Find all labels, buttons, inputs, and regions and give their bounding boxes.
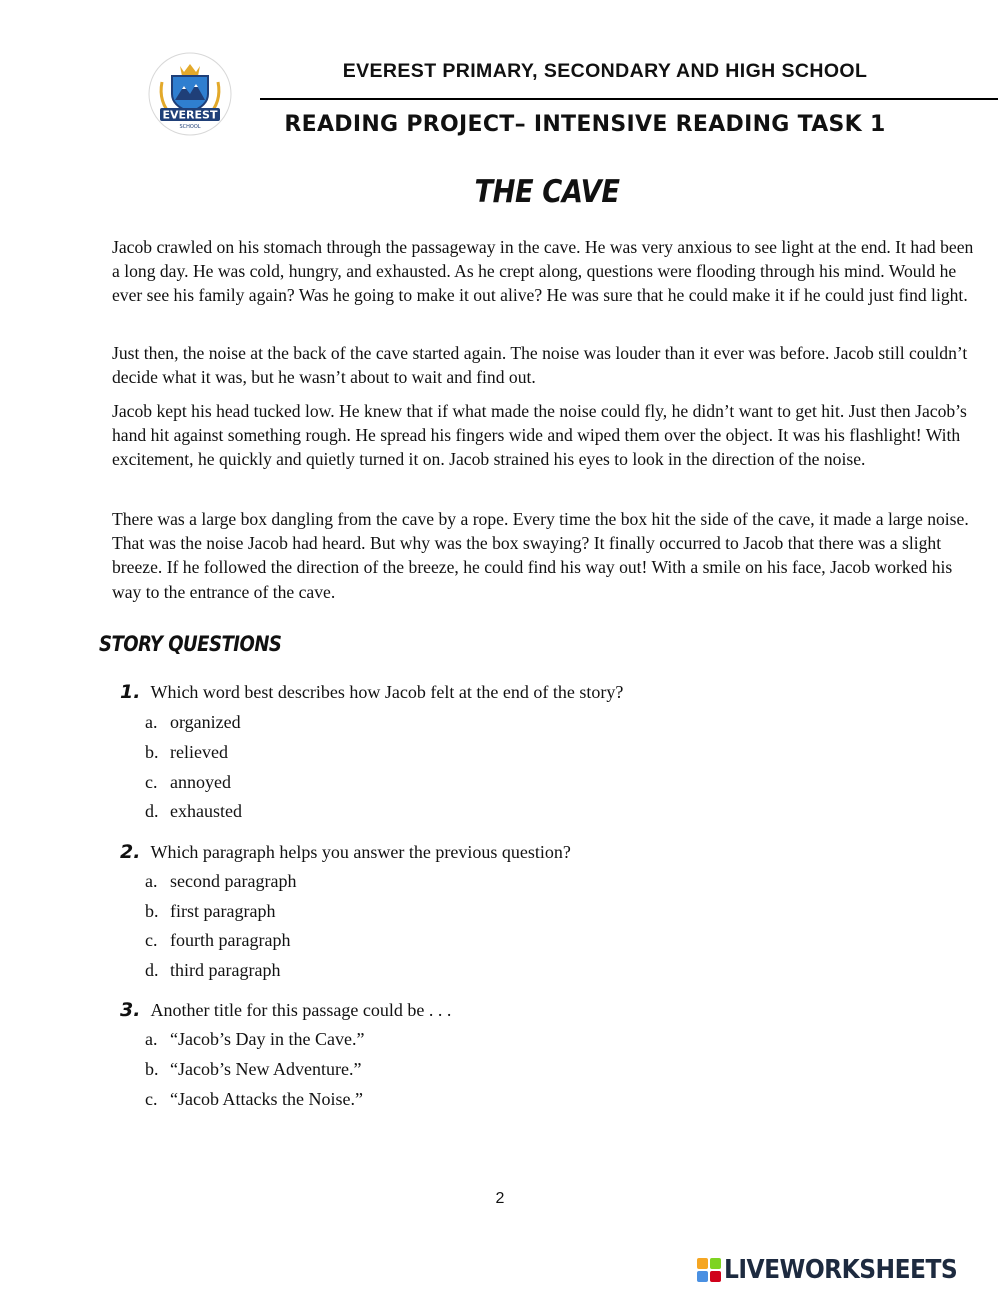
liveworksheets-blocks-icon [697,1258,721,1282]
option-letter: a. [145,712,158,732]
question-3 [120,999,451,1021]
question-1 [120,681,623,703]
question-number: 3. [120,999,141,1021]
option-letter: d. [145,960,159,980]
option-letter: c. [145,930,158,950]
questions-heading: STORY QUESTIONS [99,632,282,656]
question-1-option-b[interactable] [145,742,228,763]
school-name: EVEREST PRIMARY, SECONDARY AND HIGH SCHOOL [342,60,868,82]
story-title: THE CAVE [474,174,620,210]
question-2-option-b[interactable] [145,901,275,922]
question-text: Which paragraph helps you answer the previous question? [150,842,571,862]
option-text: second paragraph [170,871,297,891]
question-3-option-c[interactable] [145,1089,363,1110]
option-text: first paragraph [170,901,276,921]
question-2-option-d[interactable] [145,960,280,981]
logo-text: EVEREST [162,108,218,122]
option-text: third paragraph [170,960,281,980]
option-text: organized [170,712,241,732]
school-logo [148,52,232,136]
option-text: annoyed [170,772,231,792]
header-divider [260,98,998,100]
option-letter: c. [145,1089,158,1109]
liveworksheets-wordmark: LIVEWORKSHEETS [724,1255,958,1285]
question-number: 1. [120,681,141,703]
story-paragraph-1: Jacob crawled on his stomach through the passageway in the cave. He was very anxious to see light at the end. It had been a long day. He was cold, hungry, and exhausted. As he crept along, questions were flooding through his mind. Would he ever see his family again? Was he going to make it out alive? He was sure that he could make it if he could just find light. [112,237,974,306]
story-paragraph-3: Jacob kept his head tucked low. He knew that if what made the noise could fly, he didn’t want to get hit. Just then Jacob’s hand hit against something rough. He spread his fingers wide and wiped them over the object. It was his flashlight! With excitement, he quickly and quietly turned it on. Jacob strained his eyes to look in the direction of the noise. [112,401,967,470]
option-letter: b. [145,1059,159,1079]
option-text: “Jacob’s New Adventure.” [170,1059,362,1079]
question-3-option-b[interactable] [145,1059,361,1080]
option-text: exhausted [170,801,242,821]
story-paragraph-2: Just then, the noise at the back of the cave started again. The noise was louder than it ever was before. Jacob still couldn’t decide what it was, but he wasn’t about to wait and find out. [112,343,968,388]
option-letter: b. [145,901,159,921]
option-text: “Jacob Attacks the Noise.” [170,1089,363,1109]
question-text: Which word best describes how Jacob felt at the end of the story? [150,682,624,702]
everest-crest-icon [148,52,232,136]
option-letter: d. [145,801,159,821]
option-text: relieved [170,742,228,762]
question-text: Another title for this passage could be . . . [150,1000,452,1020]
option-text: “Jacob’s Day in the Cave.” [170,1029,365,1049]
question-2 [120,841,571,863]
page-number: 2 [495,1190,505,1207]
question-number: 2. [120,841,141,863]
liveworksheets-logo[interactable] [697,1255,983,1285]
option-letter: a. [145,1029,158,1049]
question-2-option-a[interactable] [145,871,296,892]
option-letter: a. [145,871,158,891]
question-1-option-a[interactable] [145,712,241,733]
option-letter: c. [145,772,158,792]
option-letter: b. [145,742,159,762]
question-3-option-a[interactable] [145,1029,364,1050]
story-paragraph-4: There was a large box dangling from the cave by a rope. Every time the box hit the side of the cave, it made a large noise. That was the noise Jacob had heard. But why was the box swaying? It finally occurred to Jacob that there was a slight breeze. If he followed the direction of the breeze, he could find his way out! With a smile on his face, Jacob worked his way to the entrance of the cave. [112,509,969,602]
question-1-option-c[interactable] [145,772,231,793]
question-1-option-d[interactable] [145,801,242,822]
task-title: READING PROJECT– INTENSIVE READING TASK 1 [284,112,886,137]
logo-subtext: SCHOOL [179,124,201,130]
option-text: fourth paragraph [170,930,291,950]
question-2-option-c[interactable] [145,930,290,951]
